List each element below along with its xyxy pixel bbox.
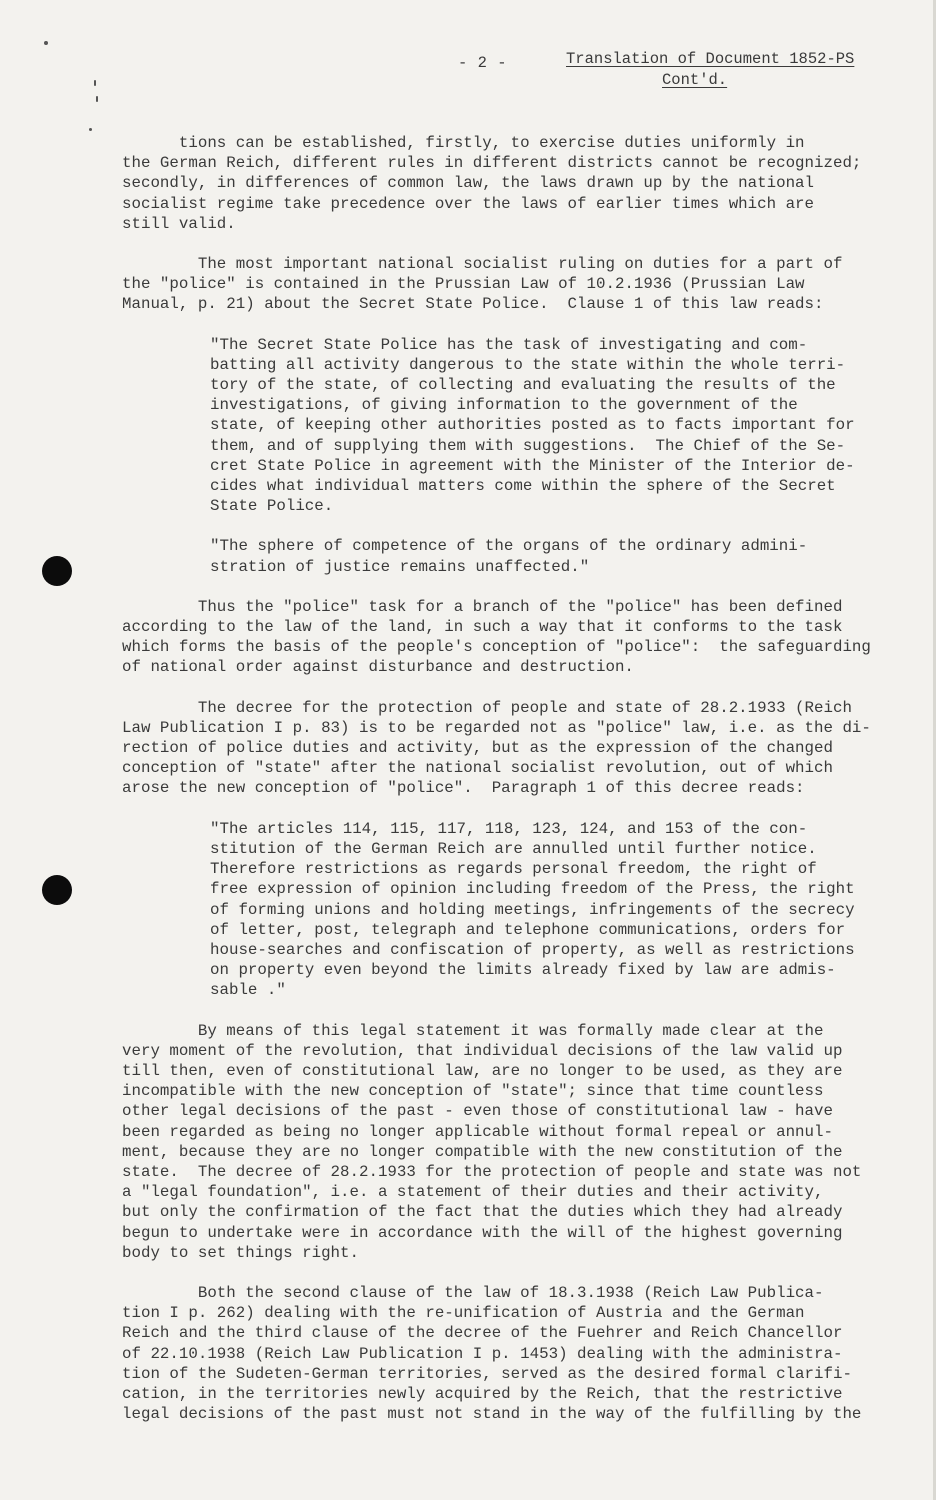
page-number: - 2 -	[458, 54, 508, 72]
body-paragraph: tions can be established, firstly, to exercise duties uniformly in the German Reich, different rules in different districts cannot be recognized; secondly, in differences of common law, the laws drawn up by the national socialist regime take precedence over the laws of earlier times which are still valid.	[122, 134, 862, 233]
body-paragraph: Thus the "police" task for a branch of the "police" has been defined according to the law of the land, in such a way that it conforms to the task which forms the basis of the people's conception of "police": the safeguarding of national order against disturbance and destruction.	[122, 597, 871, 677]
body-paragraph: By means of this legal statement it was formally made clear at the very moment of the revolution, that individual decisions of the law valid up till then, even of constitutional law, are no longer to be used, as they are incompatible with the new conception of "state"; since that time countless other legal decisions of the past - even those of constitutional law - have been regarded as being no longer applicable without formal repeal or annul- ment, because they are no longer compatible with the new constitution of the state. The decree of 28.2.1933 for the protection of people and state was not a "legal foundation", i.e. a statement of their duties and their activity, but only the confirmation of the fact that the duties which they had already begun to undertake were in accordance with the will of the highest governing body to set things right.	[122, 1021, 862, 1262]
punch-hole-lower	[42, 875, 72, 905]
paper-speck	[96, 96, 98, 102]
quoted-clause: "The Secret State Police has the task of investigating and com- batting all activity dangerous to the state within the whole terri- tory of the state, of collecting and evaluating the results of the investigations, of giving information to the government of the state, of keeping other authorities posted as to facts important for them, and of supplying them with suggestions. The Chief of the Se- cret State Police in agreement with the Minister of the Interior de- cides what individual matters come within the sphere of the Secret State Police.	[210, 335, 855, 516]
body-paragraph: The most important national socialist ruling on duties for a part of the "police" is contained in the Prussian Law of 10.2.1936 (Prussian Law Manual, p. 21) about the Secret State Police. Clause 1 of this law reads:	[122, 255, 843, 314]
paper-speck	[94, 80, 96, 86]
paper-speck	[89, 128, 92, 131]
body-paragraph: Both the second clause of the law of 18.3.1938 (Reich Law Publica- tion I p. 262) dealing with the re-unification of Austria and the German Reich and the third clause of the decree of the Fuehrer and Reich Chancellor of 22.10.1938 (Reich Law Publication I p. 1453) dealing with the administra- tion of the Sudeten-German territories, served as the desired formal clarifi- cation, in the territories newly acquired by the Reich, that the restrictive legal decisions of the past must not stand in the way of the fulfilling by the	[122, 1283, 862, 1424]
quoted-clause: "The sphere of competence of the organs of the ordinary admini- stration of justice remains unaffected."	[210, 537, 808, 576]
punch-hole-upper	[42, 556, 72, 586]
document-reference: Translation of Document 1852-PS	[566, 50, 855, 68]
paper-speck	[44, 41, 48, 45]
document-body	[122, 133, 902, 1444]
quoted-clause: "The articles 114, 115, 117, 118, 123, 124, and 153 of the con- stitution of the German Reich are annulled until further notice. Therefore restrictions as regards personal freedom, the right of free expression of opinion including freedom of the Press, the right of forming unions and holding meetings, infringements of the secrecy of letter, post, telegraph and telephone communications, orders for house-searches and confiscation of property, as well as restrictions on property even beyond the limits already fixed by law are admis- sable ."	[210, 819, 855, 1000]
continued-label: Cont'd.	[662, 71, 728, 89]
body-paragraph: The decree for the protection of people and state of 28.2.1933 (Reich Law Publication I p. 83) is to be regarded not as "police" law, i.e. as the di- rection of police duties and activity, but as the expression of the changed conception of "state" after the national socialist revolution, out of which arose the new conception of "police". Paragraph 1 of this decree reads:	[122, 698, 871, 798]
